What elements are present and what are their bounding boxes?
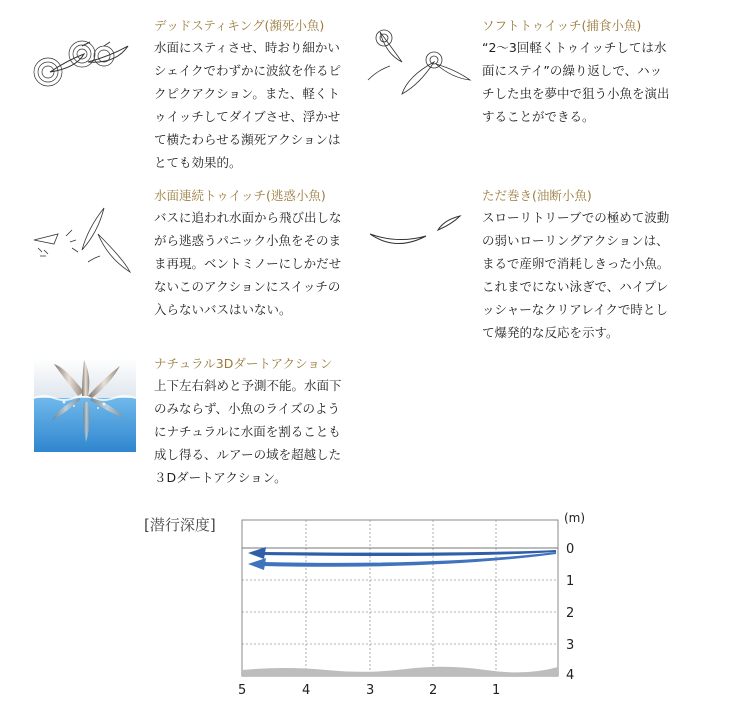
depth-tick: 1: [566, 574, 575, 589]
section-title: 水面連続トゥイッチ(逃惑小魚): [154, 188, 326, 203]
section-straight-retrieve: [482, 186, 669, 344]
lure-ripple-icon: [28, 16, 148, 106]
distance-tick: 3: [366, 683, 375, 698]
lure-jump-icon: [28, 200, 148, 290]
depth-tick: 4: [566, 668, 575, 683]
depth-chart: [136, 504, 596, 710]
section-title: ナチュラル3Dダートアクション: [154, 356, 333, 371]
section-dead-sticking: [154, 16, 341, 174]
depth-tick: 2: [566, 606, 575, 621]
section-title: ソフトトゥイッチ(捕食小魚): [482, 18, 642, 33]
section-title: デッドスティキング(瀕死小魚): [154, 18, 325, 33]
lure-twitch-icon: [362, 18, 474, 108]
lure-3d-dart-photo: [34, 358, 136, 452]
section-body: “2～3回軽くトゥイッチしては水 面にステイ”の繰り返しで、ハッ チした虫を夢中で狙う小魚を演出 することができる。: [482, 40, 670, 124]
depth-unit: (m): [564, 511, 586, 525]
depth-chart-title: [潜行深度]: [144, 516, 216, 534]
lure-retrieve-icon: [366, 206, 470, 256]
section-3d-dart: [154, 354, 342, 489]
distance-tick: 2: [429, 683, 438, 698]
section-body: バスに追われ水面から飛び出しな がら逃惑うパニック小魚をそのま ま再現。ベントミノーにしかだせ ないこのアクションにスイッチの 入らないバスはいない。: [154, 210, 342, 317]
distance-tick: 4: [302, 683, 311, 698]
section-body: スローリトリーブでの極めて波動 の弱いローリングアクションは、 まるで産卵で消耗しきった小魚。 これまでにない泳ぎで、ハイプレ ッシャーなクリアレイクで時とし て爆発的な反応を示す。: [482, 210, 670, 340]
depth-tick: 0: [566, 542, 575, 557]
distance-tick: 1: [492, 683, 501, 698]
section-title: ただ巻き(油断小魚): [482, 188, 592, 203]
distance-tick: 5: [238, 683, 247, 698]
section-continuous-twitch: [154, 186, 342, 321]
section-soft-twitch: [482, 16, 670, 128]
section-body: 水面にスティさせ、時おり細かい シェイクでわずかに波紋を作るピ クピクアクション。また、軽くト ゥイッチしてダイブさせ、浮かせ て横たわらせる瀕死アクションは とても効果的。: [154, 40, 342, 170]
section-body: 上下左右斜めと予測不能。水面下 のみならず、小魚のライズのよう にナチュラルに水面を割ることも 成し得る、ルアーの域を超越した ３Dダートアクション。: [154, 378, 342, 485]
depth-tick: 3: [566, 638, 575, 653]
